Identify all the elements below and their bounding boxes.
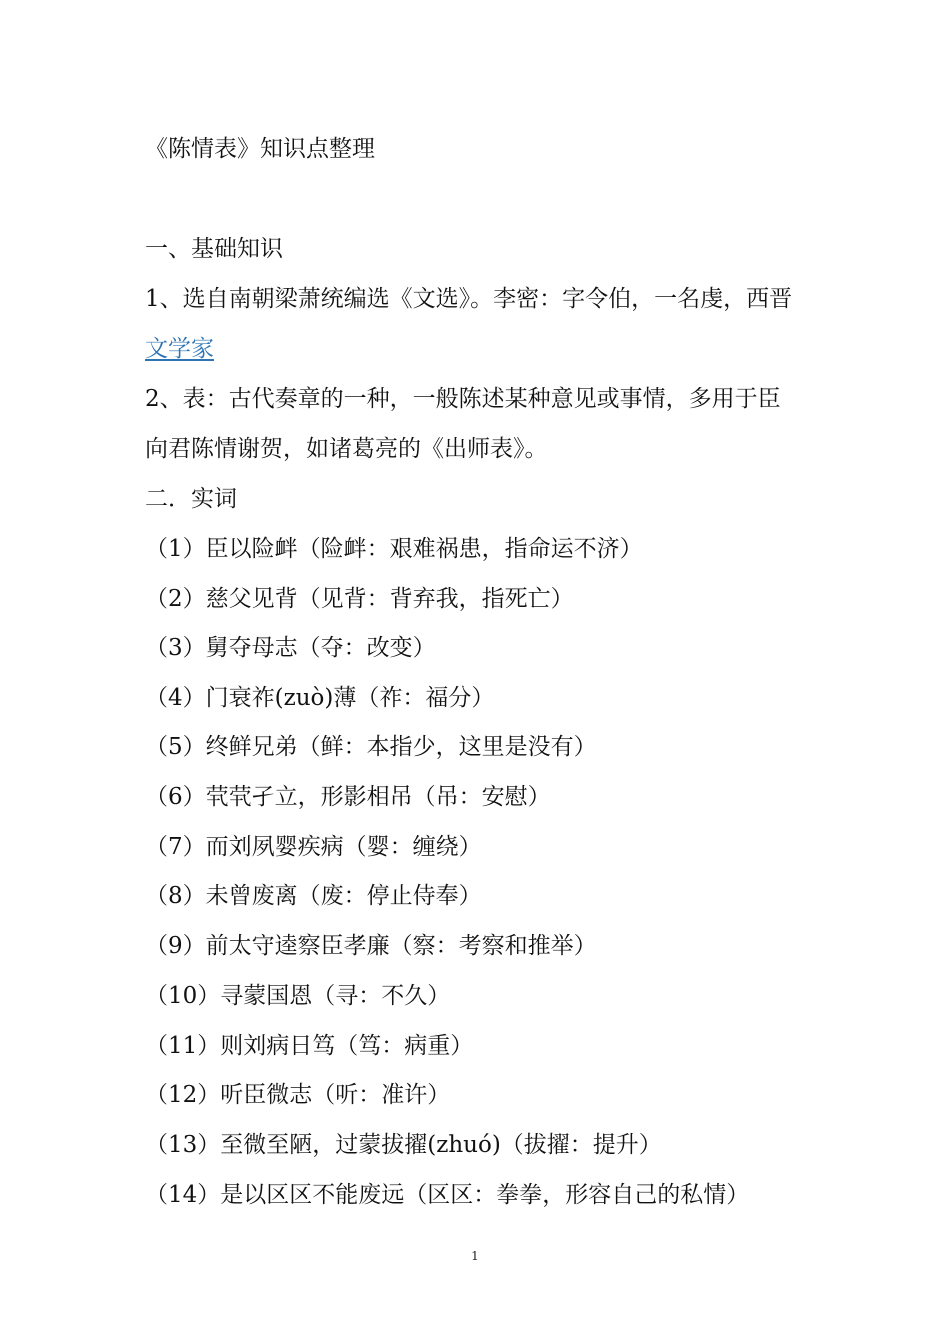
paragraph-biao-line2: 向君陈情谢贺，如诸葛亮的《出师表》。 <box>145 436 548 462</box>
paragraph-biao-line1: 2、表：古代奏章的一种，一般陈述某种意见或事情，多用于臣 <box>145 386 781 412</box>
section-heading-content-words: 二．实词 <box>145 486 237 512</box>
list-item: （14）是以区区不能废远（区区：拳拳，形容自己的私情） <box>145 1182 750 1208</box>
literary-figure-link[interactable]: 文学家 <box>145 336 214 362</box>
list-item: （4）门衰祚(zuò)薄（祚：福分） <box>145 685 495 711</box>
list-item: （2）慈父见背（见背：背弃我，指死亡） <box>145 586 574 612</box>
list-item: （6）茕茕孑立，形影相吊（吊：安慰） <box>145 784 551 810</box>
list-item: （1）臣以险衅（险衅：艰难祸患，指命运不济） <box>145 536 643 562</box>
paragraph-source-line1: 1、选自南朝梁萧统编选《文选》。李密：字令伯，一名虔，西晋 <box>145 286 793 312</box>
list-item: （11）则刘病日笃（笃：病重） <box>145 1033 474 1059</box>
list-item: （12）听臣微志（听：准许） <box>145 1082 451 1108</box>
list-item: （10）寻蒙国恩（寻：不久） <box>145 983 451 1009</box>
list-item: （3）舅夺母志（夺：改变） <box>145 635 436 661</box>
list-item: （8）未曾废离（废：停止侍奉） <box>145 883 482 909</box>
paragraph-source-line2 <box>145 334 214 364</box>
list-item: （7）而刘夙婴疾病（婴：缠绕） <box>145 834 482 860</box>
page-number: 1 <box>471 1249 479 1263</box>
document-title: 《陈情表》知识点整理 <box>145 136 375 162</box>
list-item: （5）终鲜兄弟（鲜：本指少，这里是没有） <box>145 734 597 760</box>
section-heading-basics: 一、基础知识 <box>145 236 283 262</box>
list-item: （9）前太守逵察臣孝廉（察：考察和推举） <box>145 933 597 959</box>
list-item: （13）至微至陋，过蒙拔擢(zhuó)（拔擢：提升） <box>145 1132 662 1158</box>
